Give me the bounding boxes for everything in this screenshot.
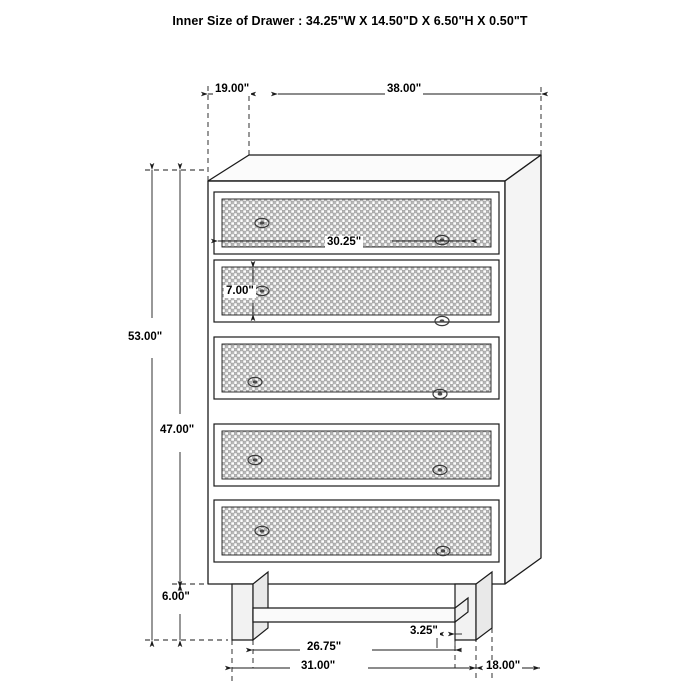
dimension-base-inner-width: 26.75": [307, 641, 342, 653]
dimension-total-height: 53.00": [128, 331, 163, 343]
dimension-drawer-front-width: 30.25": [327, 236, 362, 248]
dimension-depth-top: 19.00": [215, 83, 250, 95]
dimension-leg-height: 6.00": [162, 591, 190, 603]
dimension-drawer-front-height: 7.00": [226, 285, 254, 297]
dimension-cabinet-height: 47.00": [160, 424, 195, 436]
drawer-3: [214, 337, 499, 399]
drawer-2: [214, 260, 499, 326]
page-title: Inner Size of Drawer : 34.25"W X 14.50"D X 6.50"H X 0.50"T: [172, 14, 528, 28]
drawer-4: [214, 424, 499, 486]
drawer-5: [214, 500, 499, 562]
dimension-leg-thickness: 3.25": [410, 625, 438, 637]
dimension-base-depth: 18.00": [486, 660, 521, 672]
dimension-base-width: 31.00": [301, 660, 336, 672]
dimension-width-top: 38.00": [387, 83, 422, 95]
